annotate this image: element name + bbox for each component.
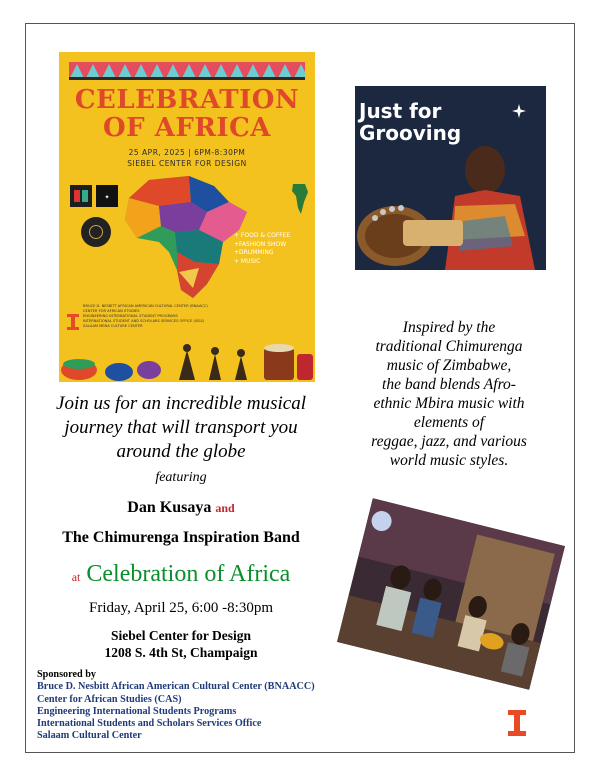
sponsor-logo	[70, 185, 92, 207]
band-description: Inspired by the traditional Chimurenga music of Zimbabwe, the band blends Afro- ethnic Mbira music with elements of reggae, jazz, and various world music styles.	[371, 319, 527, 469]
band-name: The Chimurenga Inspiration Band	[62, 529, 300, 546]
invitation-text: Join us for an incredible musical journey that will transport you around the globe	[56, 393, 306, 462]
poster-venue: SIEBEL CENTER FOR DESIGN	[127, 159, 247, 168]
svg-text:✦: ✦	[104, 194, 110, 201]
poster-title: CELEBRATION OF AFRICA	[74, 85, 300, 143]
sparkle-icon	[512, 104, 526, 118]
featuring-label: featuring	[155, 470, 207, 485]
illinois-logo	[67, 314, 79, 330]
event-poster	[59, 52, 315, 382]
sponsor-logo	[96, 185, 118, 207]
poster-pattern-band	[69, 62, 305, 80]
poster-drum-illustration	[59, 340, 315, 382]
at-label: at	[71, 570, 81, 584]
sponsor-item: Center for African Studies (CAS)	[37, 693, 182, 705]
sponsor-heading: Sponsored by	[37, 669, 96, 680]
performer-photo	[355, 86, 546, 270]
poster-sponsor-list: BRUCE D. NESBITT AFRICAN AMERICAN CULTURAL CENTER (BNAACC) CENTER FOR AFRICAN STUDIES ENGINEERING INTERNATIONAL STUDENT PROGRAMS INTERNATIONAL STUDENT AND SCHOLARS SERVICES OFFICE (ISSS) SALAAM MENA CULTURE CENTER	[83, 304, 208, 328]
sponsor-item: Engineering International Students Programs	[37, 705, 237, 717]
poster-date: 25 APR, 2025 | 6PM-8:30PM	[128, 148, 246, 157]
performer-name: Dan Kusaya and	[127, 499, 235, 516]
event-datetime: Friday, April 25, 6:00 -8:30pm	[88, 600, 274, 616]
photo-caption: Just for Grooving	[359, 99, 462, 145]
event-venue: Siebel Center for Design 1208 S. 4th St, Champaign	[104, 628, 258, 660]
sponsor-item: Salaam Cultural Center	[37, 730, 142, 742]
sponsor-item: International Students and Scholars Services Office	[37, 718, 262, 730]
illinois-logo	[508, 710, 526, 736]
africa-silhouette	[291, 182, 309, 216]
poster-activities: + FOOD & COFFEE +FASHION SHOW +DRUMMING + MUSIC	[234, 232, 291, 265]
university-seal	[81, 217, 111, 247]
sponsor-list	[37, 669, 357, 743]
event-name: at Celebration of Africa	[71, 561, 291, 587]
sponsor-item: Bruce D. Nesbitt African American Cultural Center (BNAACC)	[37, 681, 315, 693]
and-label: and	[215, 501, 235, 515]
